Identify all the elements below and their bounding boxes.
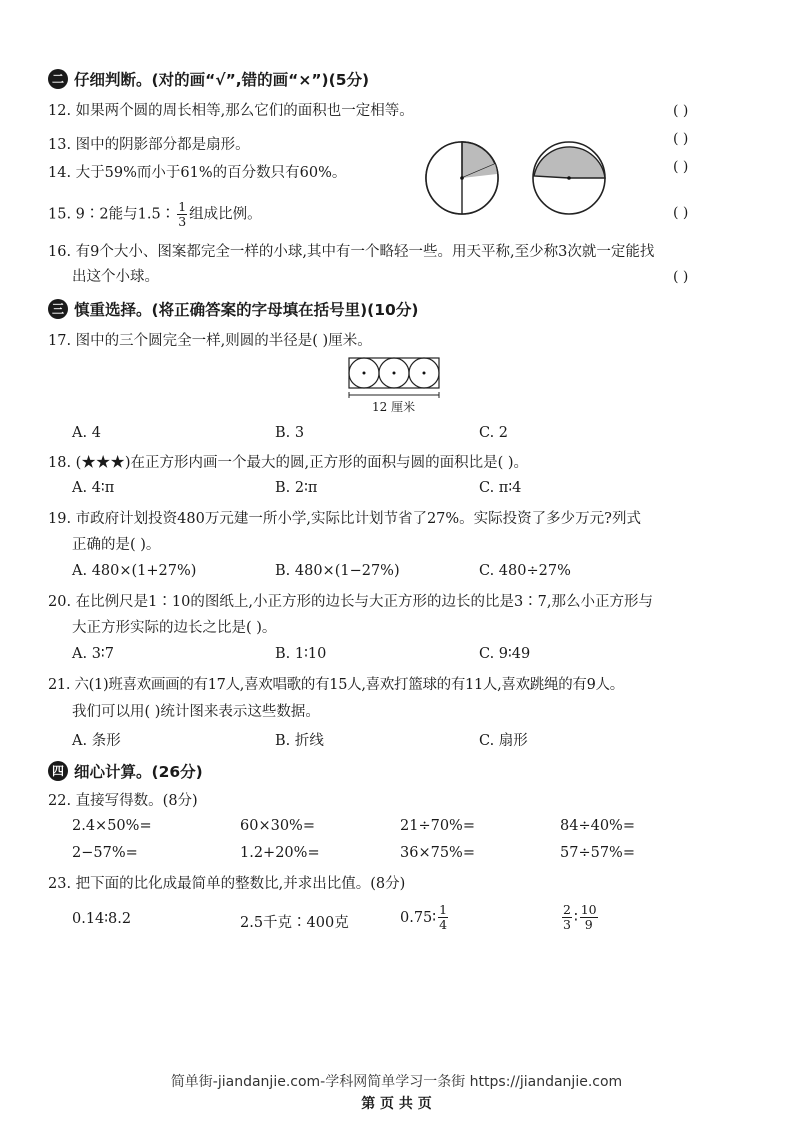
question-21: [48, 675, 624, 695]
section-3-title: 慎重选择。(将正确答案的字母填在括号里)(10分): [74, 301, 419, 319]
option-19-c[interactable]: C. 480÷27%: [479, 563, 571, 579]
fraction: $\frac{2}{3}$: [563, 902, 571, 932]
question-21-line-2: 我们可以用( )统计图来表示这些数据。: [72, 704, 320, 720]
section-2-badge: 二: [48, 69, 68, 89]
option-19-a[interactable]: A. 480×(1+27%): [72, 563, 197, 579]
section-3-badge: 三: [48, 299, 68, 319]
question-15: [48, 200, 262, 229]
question-number: 14.: [48, 165, 72, 181]
calc-item: 21÷70%=: [400, 818, 475, 834]
question-number: 21.: [48, 677, 71, 693]
question-23: [48, 874, 405, 894]
answer-paren-16[interactable]: ( ): [673, 269, 689, 285]
option-17-c[interactable]: C. 2: [479, 425, 509, 441]
question-12: [48, 101, 414, 121]
question-18: [48, 453, 528, 473]
question-text: 图中的阴影部分都是扇形。: [75, 137, 250, 153]
question-number: 13.: [48, 137, 72, 153]
option-18-b[interactable]: B. 2∶π: [275, 480, 318, 496]
option-21-a[interactable]: A. 条形: [72, 733, 121, 749]
option-17-a[interactable]: A. 4: [72, 425, 101, 441]
ratio-item: 0.14∶8.2: [72, 911, 132, 927]
ratio-item: 2.5千克∶400克: [240, 915, 349, 931]
footer-site: 简单街-jiandanjie.com-学科网简单学习一条街 https://jiandanjie.com: [170, 1074, 623, 1090]
section-2-title: 仔细判断。(对的画“√”,错的画“×”)(5分): [74, 71, 370, 89]
question-number: 12.: [48, 103, 72, 119]
calc-item: 36×75%=: [400, 845, 475, 861]
calc-item: 57÷57%=: [560, 845, 635, 861]
fraction: $\frac{10}{9}$: [580, 902, 597, 932]
calc-item: 2.4×50%=: [72, 818, 152, 834]
option-18-c[interactable]: C. π∶4: [479, 480, 522, 496]
answer-paren-12[interactable]: ( ): [673, 103, 689, 119]
question-20: [48, 592, 653, 612]
question-19: [48, 509, 641, 529]
question-22: [48, 791, 198, 811]
question-17: [48, 331, 372, 351]
question-19-line-2: 正确的是( )。: [72, 537, 161, 553]
calc-item: 60×30%=: [240, 818, 315, 834]
calc-item: 2−57%=: [72, 845, 138, 861]
option-20-c[interactable]: C. 9∶49: [479, 646, 531, 662]
option-19-b[interactable]: B. 480×(1−27%): [275, 563, 400, 579]
question-16-line-2: 出这个小球。: [72, 269, 159, 285]
sector-figure-1-clean: [425, 138, 505, 218]
ratio-item: $\frac{2}{3}$ ∶ $\frac{10}{9}$: [563, 902, 597, 932]
question-number: 23.: [48, 876, 72, 892]
question-text: (★★★)在正方形内画一个最大的圆,正方形的面积与圆的面积比是( )。: [75, 455, 529, 471]
option-21-c[interactable]: C. 扇形: [479, 733, 528, 749]
question-text: 大于59%而小于61%的百分数只有60%。: [75, 165, 347, 181]
option-21-b[interactable]: B. 折线: [275, 733, 324, 749]
question-number: 17.: [48, 333, 72, 349]
question-text: 如果两个圆的周长相等,那么它们的面积也一定相等。: [75, 103, 414, 119]
section-4-title: 细心计算。(26分): [74, 763, 203, 781]
question-text-b: 组成比例。: [189, 206, 262, 223]
question-number: 15.: [48, 206, 72, 223]
section-3-header: [48, 298, 418, 320]
calc-item: 84÷40%=: [560, 818, 635, 834]
answer-paren-14[interactable]: ( ): [673, 159, 689, 175]
answer-paren-15[interactable]: ( ): [673, 205, 689, 221]
question-20-line-2: 大正方形实际的边长之比是( )。: [72, 620, 277, 636]
section-4-header: [48, 760, 203, 782]
question-text: 直接写得数。(8分): [75, 793, 198, 809]
question-text: 市政府计划投资480万元建一所小学,实际比计划节省了27%。实际投资了多少万元?列式: [75, 511, 641, 527]
option-17-b[interactable]: B. 3: [275, 425, 305, 441]
question-text-a: 9∶2能与1.5∶: [75, 206, 176, 223]
question-text: 六(1)班喜欢画画的有17人,喜欢唱歌的有15人,喜欢打篮球的有11人,喜欢跳绳的有9人。: [74, 677, 624, 693]
question-text: 在比例尺是1∶10的图纸上,小正方形的边长与大正方形的边长的比是3∶7,那么小正方形与: [75, 594, 654, 610]
question-16: [48, 242, 654, 262]
calc-item: 1.2+20%=: [240, 845, 320, 861]
section-4-badge: 四: [48, 761, 68, 781]
question-number: 19.: [48, 511, 72, 527]
question-text: 有9个大小、图案都完全一样的小球,其中有一个略轻一些。用天平称,至少称3次就一定能找: [75, 244, 655, 260]
question-13: [48, 135, 250, 155]
sector-figure-2: [533, 142, 605, 214]
option-20-b[interactable]: B. 1∶10: [275, 646, 327, 662]
answer-paren-13[interactable]: ( ): [673, 131, 689, 147]
option-18-a[interactable]: A. 4∶π: [72, 480, 115, 496]
question-number: 18.: [48, 455, 72, 471]
fraction: $\frac{1}{4}$: [439, 902, 448, 932]
figure-label: 12 厘米: [372, 400, 416, 414]
page-number: 第 页 共 页: [361, 1096, 432, 1112]
question-number: 20.: [48, 594, 72, 610]
question-text: 把下面的比化成最简单的整数比,并求出比值。(8分): [75, 876, 406, 892]
question-number: 16.: [48, 244, 72, 260]
question-text: 图中的三个圆完全一样,则圆的半径是( )厘米。: [75, 333, 372, 349]
question-number: 22.: [48, 793, 72, 809]
option-20-a[interactable]: A. 3∶7: [72, 646, 114, 662]
ratio-item: 0.75∶ $\frac{1}{4}$: [400, 902, 448, 932]
fraction: $\frac{1}{3}$: [178, 199, 187, 229]
question-14: [48, 163, 346, 183]
section-2-header: [48, 68, 369, 90]
